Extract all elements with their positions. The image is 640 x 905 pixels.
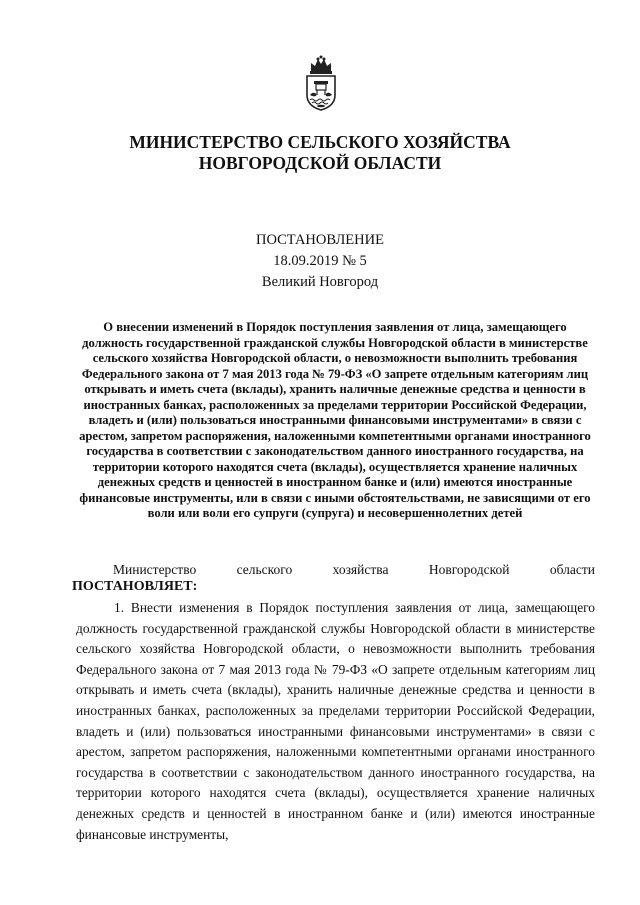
intro-word: сельского: [236, 562, 293, 577]
intro-word: области: [549, 562, 595, 577]
document-date-number: 18.09.2019 № 5: [273, 253, 367, 269]
document-type: ПОСТАНОВЛЕНИЕ: [256, 232, 384, 248]
decree-intro: [113, 561, 595, 578]
ministry-line-1: МИНИСТЕРСТВО СЕЛЬСКОГО ХОЗЯЙСТВА: [129, 132, 511, 152]
intro-word: хозяйства: [332, 562, 389, 577]
ministry-heading: [0, 132, 640, 174]
paragraph-1: 1. Внести изменения в Порядок поступления заявления от лица, замещающего должность государственной гражданской службы Новгородской области в министерстве сельского хозяйства Новгородской области, о невозможности выполнить требования Федерального закона от 7 мая 2013 года № 79-ФЗ «О запрете отдельным категориям лиц открывать и иметь счета (вклады), хранить наличные денежные средства и ценности в иностранных банках, расположенных за пределами территории Российской Федерации, владеть и (или) пользоваться иностранными финансовыми инструментами» в связи с арестом, запретом распоряжения, наложенными компетентными органами иностранного государства в соответствии с законодательством данного иностранного государства, на территории которого находятся счета (вклады), осуществляется хранение наличных денежных средств и ценностей в иностранном банке и (или) имеются иностранные финансовые инструменты,: [76, 600, 595, 842]
intro-word: Министерство: [113, 562, 197, 577]
intro-word: Новгородской: [428, 562, 510, 577]
document-city: Великий Новгород: [261, 274, 379, 290]
ministry-line-2: НОВГОРОДСКОЙ ОБЛАСТИ: [198, 153, 442, 173]
decree-verb: ПОСТАНОВЛЯЕТ:: [72, 579, 198, 594]
document-subject: О внесении изменений в Порядок поступления заявления от лица, замещающего должность государственной гражданской службы Новгородской области в министерстве сельского хозяйства Новгородской области, о невозможности выполнить требования Федерального закона от 7 мая 2013 года № 79-ФЗ «О запрете отдельным категориям лиц открывать и иметь счета (вклады), хранить наличные денежные средства и ценности в иностранных банках, расположенных за пределами территории Российской Федерации, владеть и (или) пользоваться иностранными финансовыми инструментами» в связи с арестом, запретом распоряжения, наложенными компетентными органами иностранного государства в соответствии с законодательством данного иностранного государства, на территории которого находятся счета (вклады), осуществляется хранение наличных денежных средств и ценностей в иностранном банке и (или) имеются иностранные финансовые инструменты, или в связи с иными обстоятельствами, не зависящими от его воли или воли его супруги (супруга) и несовершеннолетних детей: [79, 320, 591, 520]
novgorod-coat-of-arms-icon: [302, 55, 340, 111]
